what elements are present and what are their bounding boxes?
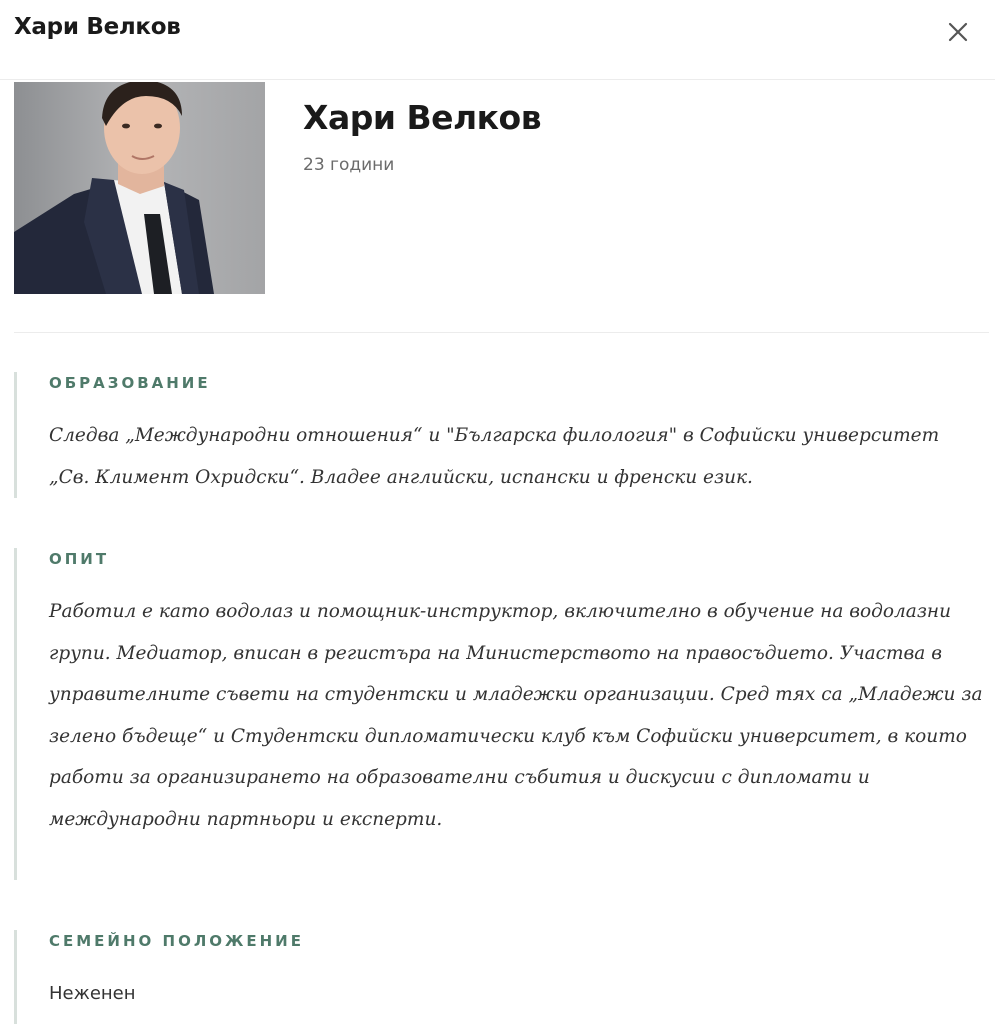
section-heading: СЕМЕЙНО ПОЛОЖЕНИЕ bbox=[49, 932, 304, 950]
section-heading: ОПИТ bbox=[49, 550, 110, 568]
profile-age: 23 години bbox=[303, 155, 395, 175]
modal-header bbox=[0, 0, 995, 80]
section-text: Неженен bbox=[49, 983, 136, 1004]
section-text: Работил е като водолаз и помощник-инструктор, включително в обучение на водолазни групи. Медиатор, вписан в регистъра на Министерството на правосъдието. Участва в управителните съвети на студентски и младежки организации. Сред тях са „Младежи за зелено бъдеще“ и Студентски дипломатически клуб към Софийски университет, в които работи за организирането на образователни събития и дискусии с дипломати и международни партньори и експерти. bbox=[49, 601, 983, 830]
close-button[interactable] bbox=[942, 16, 974, 48]
section-experience bbox=[14, 548, 984, 880]
section-education bbox=[14, 372, 984, 498]
section-text: Следва „Международни отношения“ и "Българска филология" в Софийски университет „Св. Климент Охридски“. Владее английски, испански и френски език. bbox=[49, 425, 940, 488]
close-icon bbox=[942, 16, 974, 48]
modal-title: Хари Велков bbox=[14, 14, 181, 40]
profile-photo bbox=[14, 82, 265, 294]
section-family-status bbox=[14, 930, 984, 1024]
divider bbox=[14, 332, 989, 333]
profile-name: Хари Велков bbox=[303, 98, 542, 137]
section-heading: ОБРАЗОВАНИЕ bbox=[49, 374, 211, 392]
